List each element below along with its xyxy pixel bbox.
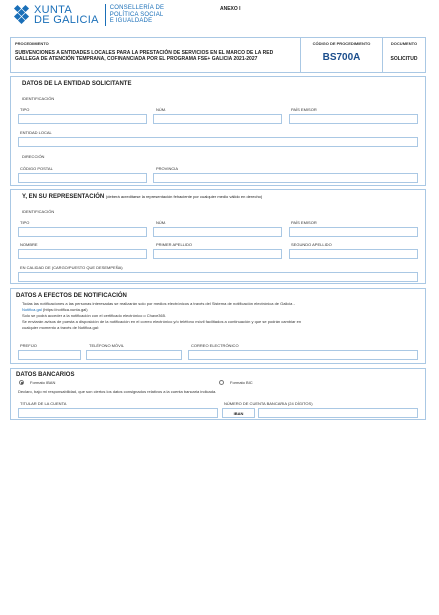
notification-text xyxy=(22,301,422,331)
applicant-type-field[interactable] xyxy=(18,114,147,124)
representative-type-field[interactable] xyxy=(18,227,147,237)
bic-format-label: Formato BIC xyxy=(230,380,253,385)
bank-section xyxy=(10,368,426,420)
iban-prefix: IBAN xyxy=(222,408,255,418)
notification-text-line4: Se enviarán avisos de puesta a disposición de la notificación en el correo electrónico y/o teléfono móvil facilitados a continuación y que se podrán cambiar en xyxy=(22,319,302,324)
representative-note: (deberá acreditarse la representación fehaciente por cualquier medio válido en derecho) xyxy=(105,194,263,199)
applicant-country-label: PAÍS EMISOR xyxy=(291,107,317,112)
local-entity-label: ENTIDAD LOCAL xyxy=(20,130,52,135)
account-number-field[interactable] xyxy=(258,408,418,418)
representative-number-field[interactable] xyxy=(153,227,282,237)
postal-code-label: CÓDIGO POSTAL xyxy=(20,166,53,171)
position-field[interactable] xyxy=(18,272,418,282)
procedure-code-label: CÓDIGO DE PROCEDIMIENTO xyxy=(312,41,371,46)
document-cell xyxy=(383,38,425,72)
notification-text-line3: Solo se podrá acceder a la notificación con el certificado electrónico o Chave365. xyxy=(22,313,167,318)
notification-text-line5: cualquier momento a través de Notifica.gal: xyxy=(22,325,99,330)
bic-format-radio[interactable] xyxy=(219,380,224,385)
document-label: DOCUMENTO xyxy=(390,41,418,46)
local-entity-field[interactable] xyxy=(18,137,418,147)
province-field[interactable] xyxy=(153,173,418,183)
notification-title: DATOS A EFECTOS DE NOTIFICACIÓN xyxy=(16,293,127,299)
province-label: PROVINCIA xyxy=(156,166,179,171)
applicant-identification-heading: IDENTIFICACIÓN xyxy=(22,96,55,101)
notifica-url: (https://notifica.xunta.gal) xyxy=(42,307,88,312)
notifica-link[interactable]: Notifica.gal xyxy=(22,307,42,312)
representative-identification-heading: IDENTIFICACIÓN xyxy=(22,209,55,214)
iban-format-radio[interactable] xyxy=(19,380,24,385)
notification-text-line1: Todas las notificaciones a las personas interesadas se realizarán solo por medios electrónicos a través del Sistema de notificación electrónica de Galicia - xyxy=(22,301,295,306)
email-label: CORREO ELECTRÓNICO xyxy=(191,343,239,348)
name-label: NOMBRE xyxy=(20,242,38,247)
representative-number-label: NÚM. xyxy=(156,220,167,225)
bank-title: DATOS BANCARIOS xyxy=(16,372,75,378)
account-holder-label: TITULAR DE LA CUENTA xyxy=(20,401,67,406)
logo-divider xyxy=(105,4,106,26)
applicant-title: DATOS DE LA ENTIDAD SOLICITANTE xyxy=(22,81,132,87)
procedure-box xyxy=(10,37,426,73)
representative-section xyxy=(10,189,426,284)
department-name: CONSELLERÍA DE POLÍTICA SOCIAL E IGUALDADE xyxy=(109,5,165,25)
iban-format-label: Formato IBAN xyxy=(30,380,56,385)
prefix-field[interactable] xyxy=(18,350,81,360)
procedure-code-cell xyxy=(301,38,383,72)
surname2-label: SEGUNDO APELLIDO xyxy=(291,242,332,247)
applicant-number-field[interactable] xyxy=(153,114,282,124)
surname1-label: PRIMER APELLIDO xyxy=(156,242,193,247)
xunta-logo xyxy=(14,4,164,26)
annex-label: ANEXO I xyxy=(220,6,241,12)
prefix-label: PREFIJO xyxy=(20,343,37,348)
mobile-label: TELÉFONO MÓVIL xyxy=(89,343,125,348)
xunta-emblem-icon xyxy=(14,5,30,25)
procedure-label: PROCEDIMIENTO xyxy=(15,41,49,46)
representative-type-label: TIPO xyxy=(20,220,30,225)
address-heading: DIRECCIÓN xyxy=(22,154,45,159)
representative-country-field[interactable] xyxy=(289,227,418,237)
procedure-code: BS700A xyxy=(322,52,361,63)
logo-text: XUNTA DE GALICIA xyxy=(34,4,99,26)
mobile-field[interactable] xyxy=(86,350,182,360)
applicant-type-label: TIPO xyxy=(20,107,30,112)
notification-section xyxy=(10,288,426,364)
document-type: SOLICITUD xyxy=(390,56,418,62)
page-header xyxy=(14,4,426,32)
surname2-field[interactable] xyxy=(289,249,418,259)
name-field[interactable] xyxy=(18,249,147,259)
representative-title-text: Y, EN SU REPRESENTACIÓN xyxy=(22,194,105,200)
representative-country-label: PAÍS EMISOR xyxy=(291,220,317,225)
applicant-number-label: NÚM. xyxy=(156,107,167,112)
position-label: EN CALIDAD DE (CARGO/PUESTO QUE DESEMPEÑA) xyxy=(20,265,123,270)
account-number-label: NÚMERO DE CUENTA BANCARIA (24 DÍGITOS) xyxy=(224,401,313,406)
email-field[interactable] xyxy=(188,350,418,360)
representative-title xyxy=(22,194,262,200)
applicant-country-field[interactable] xyxy=(289,114,418,124)
surname1-field[interactable] xyxy=(153,249,282,259)
postal-code-field[interactable] xyxy=(18,173,147,183)
procedure-cell xyxy=(11,38,301,72)
applicant-section xyxy=(10,76,426,186)
procedure-description: SUBVENCIONES A ENTIDADES LOCALES PARA LA PRESTACIÓN DE SERVICIOS EN EL MARCO DE LA RED GALLEGA DE ATENCIÓN TEMPRANA, COFINANCIADA POR EL PROGRAMA FSE+ GALICIA 2021-2027 xyxy=(15,50,274,62)
bank-declaration: Declaro, bajo mi responsabilidad, que son ciertos los datos consignados relativos a la cuenta bancaria indicada. xyxy=(18,389,217,394)
account-holder-field[interactable] xyxy=(18,408,218,418)
